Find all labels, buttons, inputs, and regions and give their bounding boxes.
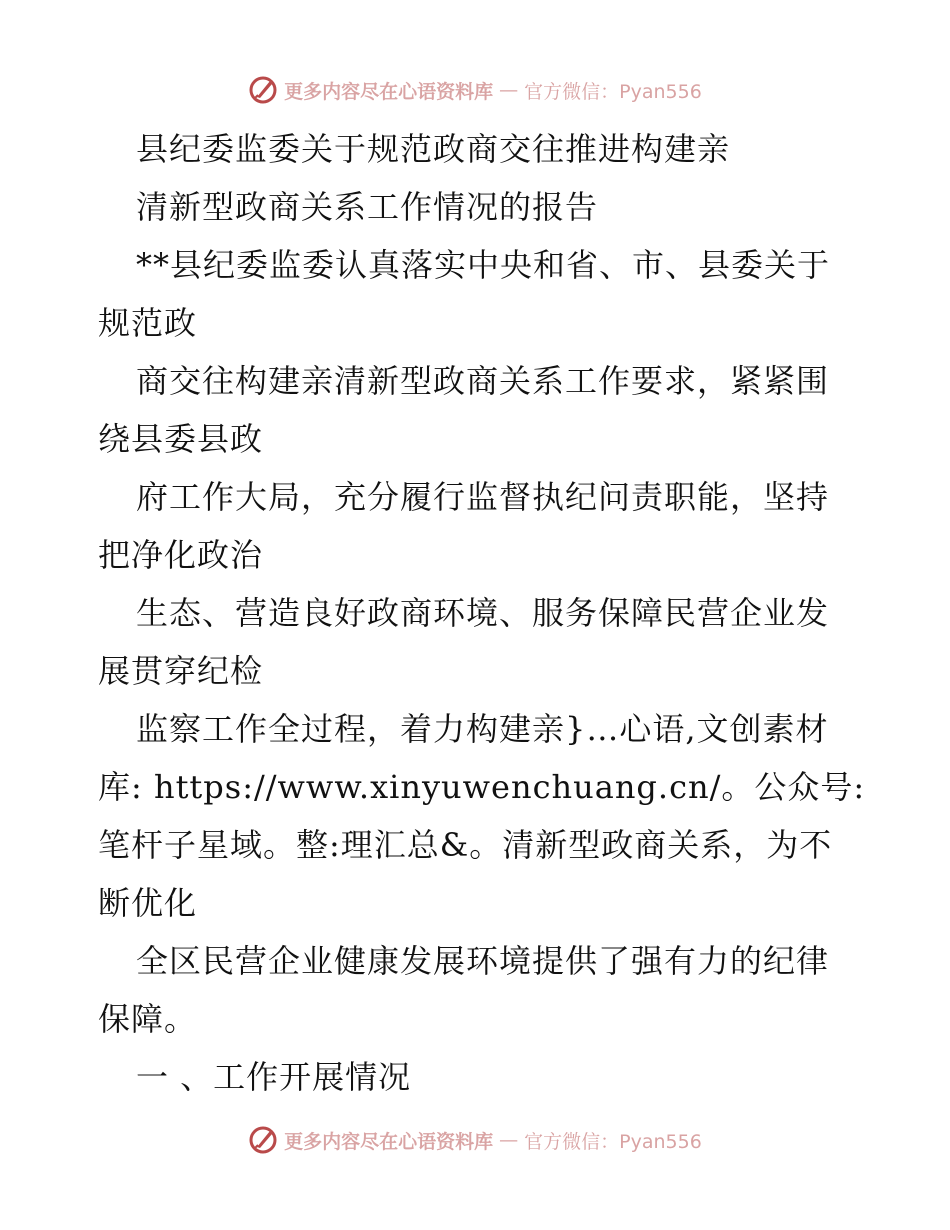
header-banner [0, 70, 950, 110]
paragraph-3-line-1: 府工作大局，充分履行监督执纪问责职能，坚持 [136, 478, 830, 516]
quill-pen-logo-icon [248, 75, 278, 105]
footer-banner [0, 1120, 950, 1160]
paragraph-2-line-1: 商交往构建亲清新型政商关系工作要求，紧紧围 [136, 362, 830, 400]
header-banner-inner [248, 75, 702, 105]
paragraph-5-line-2: 库: https://www.xinyuwenchuang.cn/。公众号: [98, 768, 866, 806]
banner-separator: — [499, 1129, 519, 1151]
section-1-heading: 一 、工作开展情况 [136, 1058, 412, 1096]
paragraph-1-line-1: **县纪委监委认真落实中央和省、市、县委关于 [136, 246, 831, 284]
paragraph-4-line-2: 展贯穿纪检 [98, 652, 264, 690]
banner-wechat: 官方微信：Pyan556 [524, 1130, 702, 1153]
paragraph-1-line-2: 规范政 [98, 304, 198, 342]
footer-banner-inner [248, 1125, 702, 1155]
paragraph-5-line-4: 断优化 [98, 884, 198, 922]
banner-separator: — [499, 79, 519, 101]
paragraph-6-line-2: 保障。 [98, 1000, 198, 1038]
banner-text: 更多内容尽在心语资料库 [284, 80, 494, 103]
quill-pen-logo-icon [248, 1125, 278, 1155]
paragraph-2-line-2: 绕县委县政 [98, 420, 264, 458]
paragraph-4-line-1: 生态、营造良好政商环境、服务保障民营企业发 [136, 594, 830, 632]
paragraph-5-line-3: 笔杆子星域。整:理汇总&。清新型政商关系，为不 [98, 826, 833, 864]
banner-wechat: 官方微信：Pyan556 [524, 80, 702, 103]
paragraph-5-line-1: 监察工作全过程，着力构建亲}…心语,文创素材 [136, 710, 829, 748]
paragraph-6-line-1: 全区民营企业健康发展环境提供了强有力的纪律 [136, 942, 830, 980]
document-body [98, 120, 866, 1106]
paragraph-3-line-2: 把净化政治 [98, 536, 264, 574]
banner-text: 更多内容尽在心语资料库 [284, 1130, 494, 1153]
document-title-line-2: 清新型政商关系工作情况的报告 [136, 188, 599, 226]
document-title-line-1: 县纪委监委关于规范政商交往推进构建亲 [136, 130, 731, 168]
